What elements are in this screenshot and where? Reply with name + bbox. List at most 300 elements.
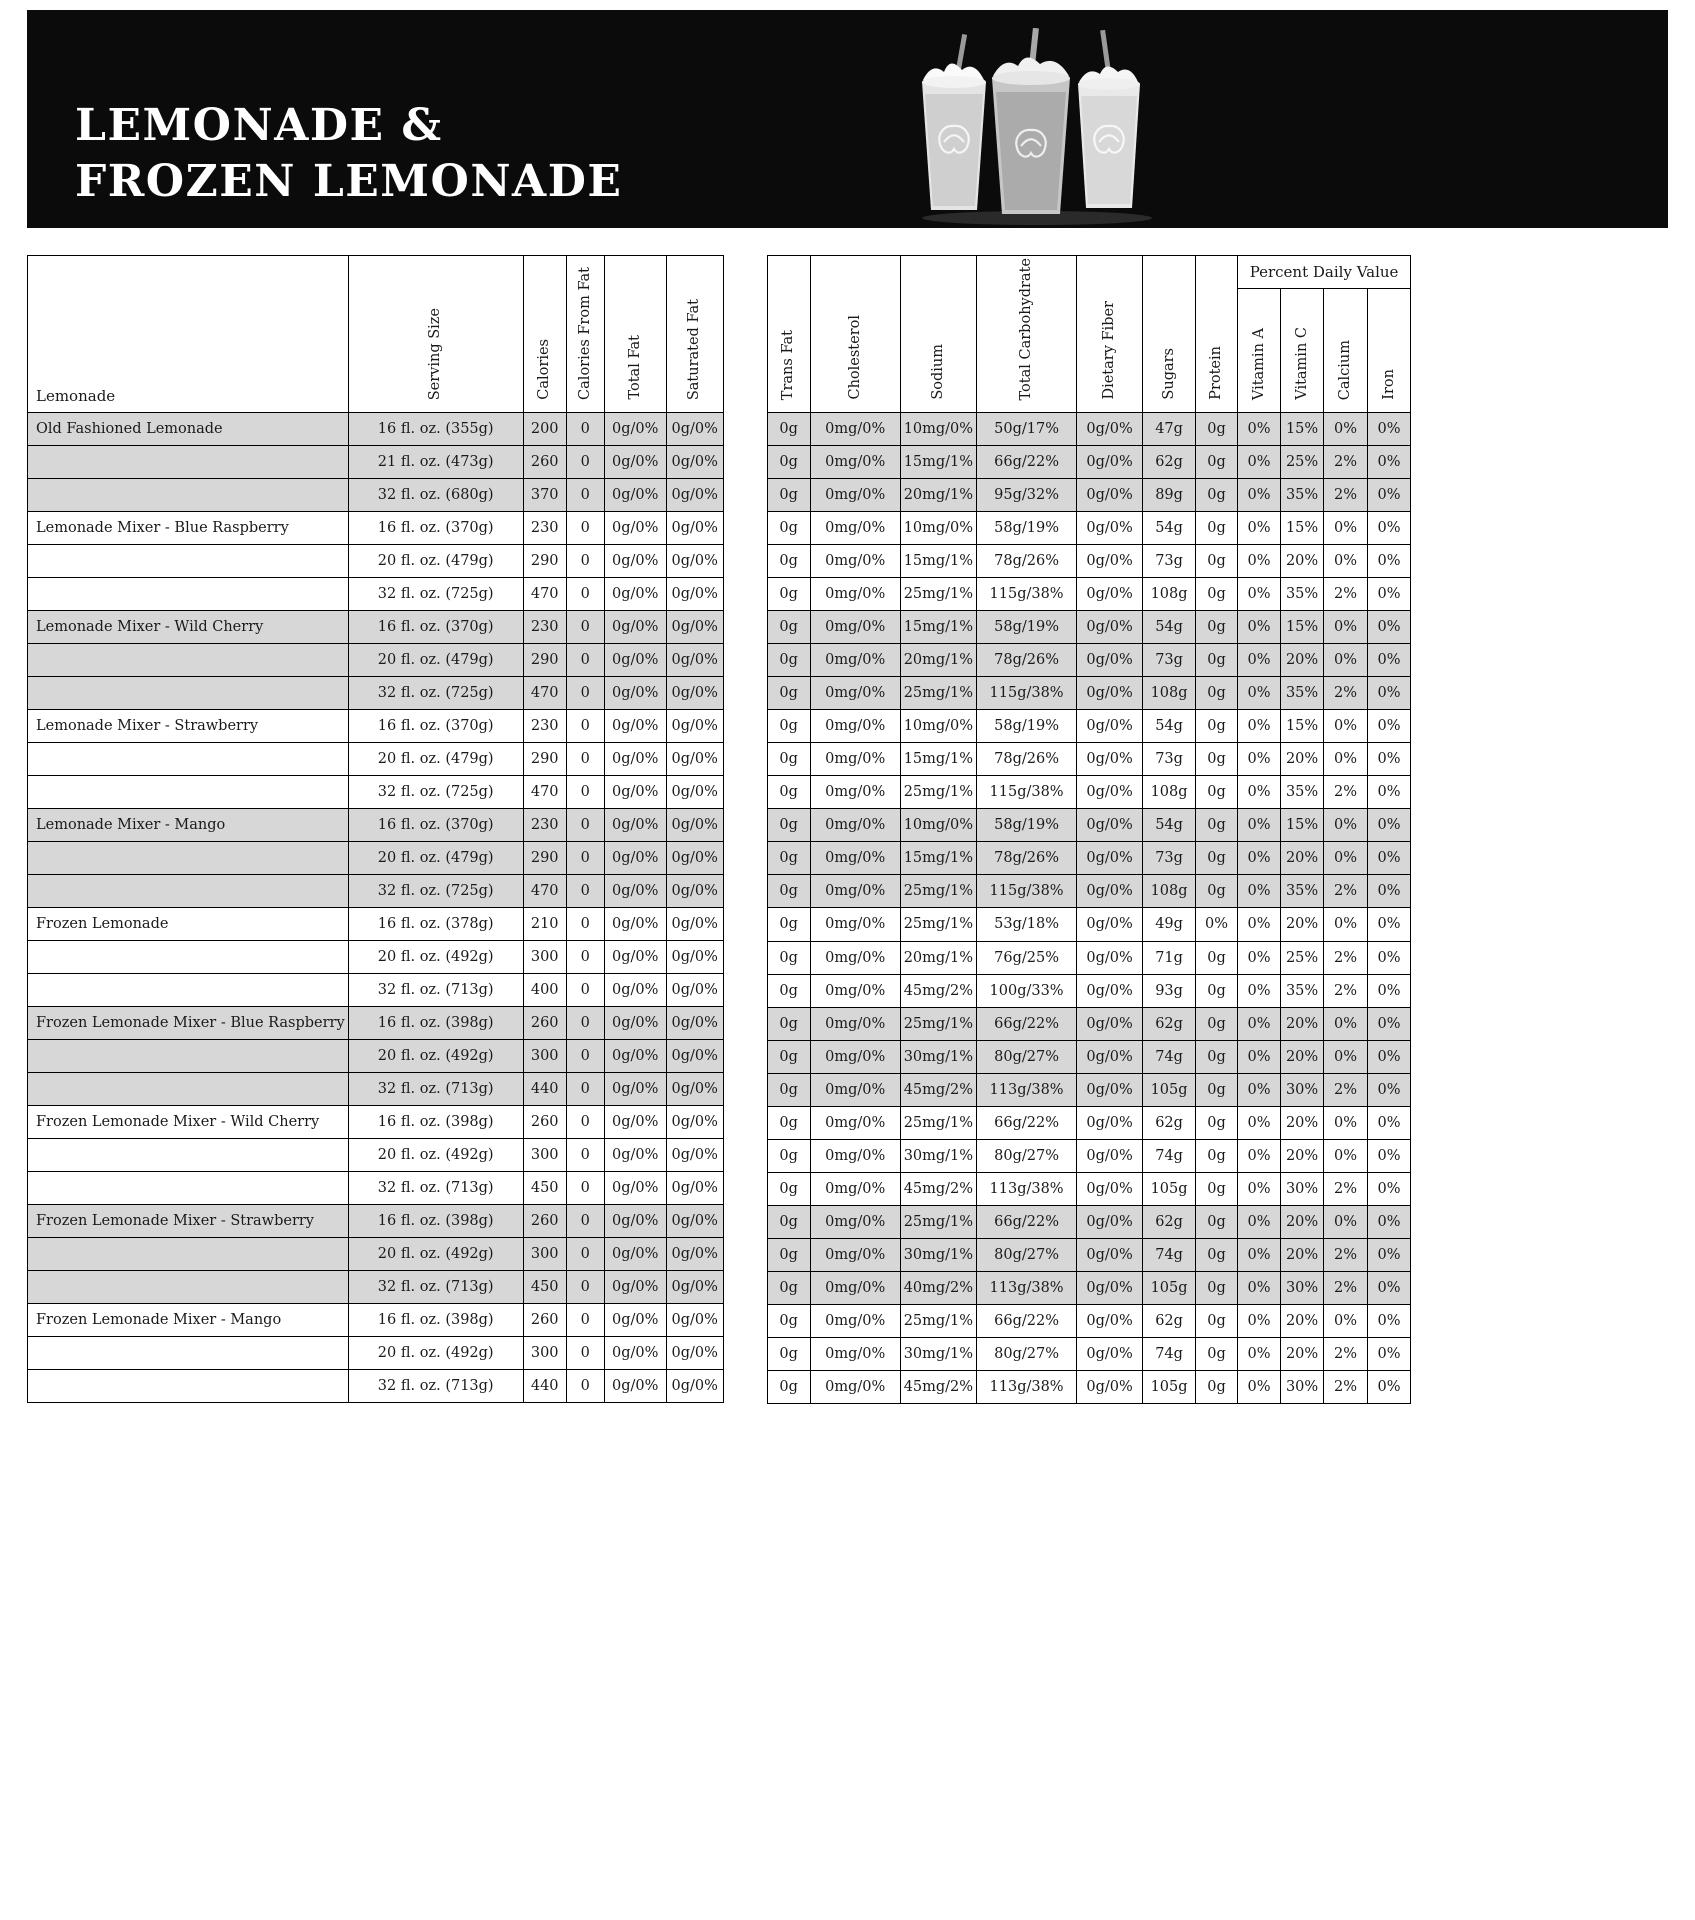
cell-calories-from-fat: 0 [566,1106,604,1139]
cell-protein: 0g [1196,974,1238,1007]
cell-serving: 16 fl. oz. (398g) [348,1106,523,1139]
cell-vitamin-c: 15% [1281,413,1324,446]
cell-vitamin-c: 30% [1281,1172,1324,1205]
cell-vitamin-c: 20% [1281,908,1324,941]
cell-total-carbohydrate: 115g/38% [977,677,1077,710]
cell-serving: 21 fl. oz. (473g) [348,446,523,479]
cell-vitamin-c: 20% [1281,1040,1324,1073]
cell-serving: 16 fl. oz. (370g) [348,809,523,842]
column-header-trans-fat: Trans Fat [767,256,810,413]
cell-trans-fat: 0g [767,1205,810,1238]
right-header-row-top [767,256,1410,289]
cell-iron: 0% [1368,1040,1411,1073]
cell-calories: 450 [523,1271,566,1304]
cell-cholesterol: 0mg/0% [810,1370,900,1403]
cell-calcium: 0% [1324,512,1368,545]
cell-protein: 0g [1196,1337,1238,1370]
table-row [767,413,1410,446]
cell-iron: 0% [1368,1337,1411,1370]
table-row [767,545,1410,578]
cell-calcium: 0% [1324,545,1368,578]
table-row [28,908,724,941]
cell-total-fat: 0g/0% [604,479,666,512]
cell-calories-from-fat: 0 [566,1271,604,1304]
cell-sodium: 30mg/1% [900,1139,976,1172]
cell-cholesterol: 0mg/0% [810,1007,900,1040]
cell-total-fat: 0g/0% [604,545,666,578]
cell-saturated-fat: 0g/0% [666,1040,723,1073]
cell-vitamin-c: 15% [1281,809,1324,842]
cell-dietary-fiber: 0g/0% [1077,644,1143,677]
cell-total-fat: 0g/0% [604,908,666,941]
cell-iron: 0% [1368,1238,1411,1271]
table-row [767,611,1410,644]
cell-total-fat: 0g/0% [604,809,666,842]
cell-iron: 0% [1368,875,1411,908]
cell-calories: 300 [523,1337,566,1370]
cell-calcium: 0% [1324,413,1368,446]
cell-calories: 290 [523,644,566,677]
table-row [28,1205,724,1238]
nutrition-tables [27,255,1411,1403]
cell-calories: 210 [523,908,566,941]
cell-total-fat: 0g/0% [604,875,666,908]
cell-iron: 0% [1368,1205,1411,1238]
table-row [28,1040,724,1073]
cell-dietary-fiber: 0g/0% [1077,809,1143,842]
cell-iron: 0% [1368,809,1411,842]
cell-iron: 0% [1368,776,1411,809]
cell-vitamin-c: 20% [1281,842,1324,875]
cell-protein: 0g [1196,413,1238,446]
cell-cholesterol: 0mg/0% [810,809,900,842]
cell-trans-fat: 0g [767,512,810,545]
cell-serving: 32 fl. oz. (713g) [348,974,523,1007]
column-header-vitamin-c: Vitamin C [1281,289,1324,413]
cell-iron: 0% [1368,512,1411,545]
cell-calcium: 0% [1324,611,1368,644]
cell-serving: 32 fl. oz. (713g) [348,1073,523,1106]
cell-item-name: Frozen Lemonade Mixer - Blue Raspberry [28,1007,349,1040]
cell-protein: 0g [1196,1238,1238,1271]
cell-vitamin-c: 25% [1281,446,1324,479]
cell-total-carbohydrate: 80g/27% [977,1238,1077,1271]
cell-saturated-fat: 0g/0% [666,1073,723,1106]
cell-total-carbohydrate: 76g/25% [977,941,1077,974]
cell-iron: 0% [1368,545,1411,578]
cell-cholesterol: 0mg/0% [810,1139,900,1172]
page-title-line1: LEMONADE & [75,100,443,151]
table-row [767,941,1410,974]
cell-calories-from-fat: 0 [566,611,604,644]
cell-sodium: 40mg/2% [900,1271,976,1304]
table-row [28,545,724,578]
table-row [767,677,1410,710]
table-row [767,1370,1410,1403]
cell-calories-from-fat: 0 [566,512,604,545]
column-header-iron: Iron [1368,289,1411,413]
cell-serving: 20 fl. oz. (492g) [348,941,523,974]
cell-calories-from-fat: 0 [566,1337,604,1370]
cup-right [1078,30,1140,208]
cell-vitamin-a: 0% [1238,1106,1281,1139]
cell-item-name [28,1271,349,1304]
cell-total-fat: 0g/0% [604,1370,666,1403]
cell-iron: 0% [1368,1172,1411,1205]
cell-saturated-fat: 0g/0% [666,1172,723,1205]
cell-total-carbohydrate: 66g/22% [977,1205,1077,1238]
cell-dietary-fiber: 0g/0% [1077,611,1143,644]
cell-protein: 0g [1196,512,1238,545]
cell-calories-from-fat: 0 [566,809,604,842]
cell-protein: 0g [1196,743,1238,776]
cell-total-carbohydrate: 58g/19% [977,512,1077,545]
cell-vitamin-c: 15% [1281,512,1324,545]
cell-dietary-fiber: 0g/0% [1077,1073,1143,1106]
cell-sodium: 15mg/1% [900,842,976,875]
cell-sodium: 15mg/1% [900,545,976,578]
table-row [767,578,1410,611]
cell-vitamin-a: 0% [1238,1007,1281,1040]
cell-item-name [28,578,349,611]
cell-vitamin-a: 0% [1238,1304,1281,1337]
cell-dietary-fiber: 0g/0% [1077,677,1143,710]
table-row [767,776,1410,809]
cell-cholesterol: 0mg/0% [810,1073,900,1106]
cell-calories-from-fat: 0 [566,545,604,578]
cell-total-carbohydrate: 100g/33% [977,974,1077,1007]
table-row [28,1337,724,1370]
cell-calcium: 2% [1324,578,1368,611]
table-row [28,1172,724,1205]
cell-sugars: 108g [1143,776,1196,809]
cell-iron: 0% [1368,578,1411,611]
cell-total-fat: 0g/0% [604,1106,666,1139]
cell-sugars: 105g [1143,1073,1196,1106]
cell-calories-from-fat: 0 [566,1139,604,1172]
cell-calories: 440 [523,1073,566,1106]
cell-calories-from-fat: 0 [566,1238,604,1271]
cell-iron: 0% [1368,1073,1411,1106]
cell-dietary-fiber: 0g/0% [1077,1370,1143,1403]
cell-serving: 20 fl. oz. (492g) [348,1040,523,1073]
table-row [28,974,724,1007]
cell-protein: 0g [1196,875,1238,908]
cell-cholesterol: 0mg/0% [810,446,900,479]
cell-dietary-fiber: 0g/0% [1077,1271,1143,1304]
cell-sodium: 25mg/1% [900,776,976,809]
cell-calories: 260 [523,1007,566,1040]
cell-trans-fat: 0g [767,974,810,1007]
cell-vitamin-a: 0% [1238,1073,1281,1106]
cell-iron: 0% [1368,446,1411,479]
cell-calories: 300 [523,941,566,974]
cell-cholesterol: 0mg/0% [810,743,900,776]
cell-serving: 16 fl. oz. (370g) [348,611,523,644]
cell-sodium: 10mg/0% [900,710,976,743]
table-row [28,1271,724,1304]
left-table-body [28,413,724,1403]
cell-vitamin-a: 0% [1238,941,1281,974]
cell-sugars: 93g [1143,974,1196,1007]
cell-serving: 16 fl. oz. (398g) [348,1205,523,1238]
cell-total-carbohydrate: 66g/22% [977,1106,1077,1139]
cell-calories: 230 [523,710,566,743]
cell-vitamin-a: 0% [1238,611,1281,644]
table-row [28,1106,724,1139]
cell-protein: 0g [1196,1370,1238,1403]
cell-total-fat: 0g/0% [604,1238,666,1271]
cell-saturated-fat: 0g/0% [666,413,723,446]
cell-protein: 0g [1196,1172,1238,1205]
column-header-saturated-fat: Saturated Fat [666,256,723,413]
cell-item-name: Lemonade Mixer - Mango [28,809,349,842]
cell-total-carbohydrate: 50g/17% [977,413,1077,446]
cell-vitamin-c: 20% [1281,1238,1324,1271]
cell-saturated-fat: 0g/0% [666,512,723,545]
cell-trans-fat: 0g [767,644,810,677]
cell-total-carbohydrate: 78g/26% [977,743,1077,776]
cell-total-fat: 0g/0% [604,743,666,776]
table-row [28,677,724,710]
cell-calcium: 0% [1324,842,1368,875]
cell-calcium: 2% [1324,974,1368,1007]
cell-calcium: 0% [1324,1139,1368,1172]
cell-item-name: Old Fashioned Lemonade [28,413,349,446]
cell-sugars: 49g [1143,908,1196,941]
cell-sodium: 20mg/1% [900,941,976,974]
cell-saturated-fat: 0g/0% [666,1139,723,1172]
cell-total-carbohydrate: 66g/22% [977,1007,1077,1040]
cell-calories-from-fat: 0 [566,446,604,479]
cell-iron: 0% [1368,1370,1411,1403]
cell-total-fat: 0g/0% [604,611,666,644]
cell-total-carbohydrate: 113g/38% [977,1271,1077,1304]
cell-item-name: Frozen Lemonade Mixer - Wild Cherry [28,1106,349,1139]
cell-vitamin-a: 0% [1238,1205,1281,1238]
cell-cholesterol: 0mg/0% [810,413,900,446]
cell-sugars: 74g [1143,1238,1196,1271]
cell-calories: 440 [523,1370,566,1403]
cell-iron: 0% [1368,974,1411,1007]
cell-sugars: 73g [1143,743,1196,776]
table-row [28,809,724,842]
cell-total-fat: 0g/0% [604,1271,666,1304]
cell-dietary-fiber: 0g/0% [1077,1238,1143,1271]
cell-serving: 32 fl. oz. (725g) [348,578,523,611]
column-header-calories: Calories [523,256,566,413]
cell-calcium: 2% [1324,677,1368,710]
cell-calories: 200 [523,413,566,446]
cell-calories-from-fat: 0 [566,1370,604,1403]
cell-vitamin-c: 35% [1281,776,1324,809]
cell-saturated-fat: 0g/0% [666,677,723,710]
table-row [767,1040,1410,1073]
cell-total-carbohydrate: 115g/38% [977,578,1077,611]
cell-trans-fat: 0g [767,710,810,743]
cell-iron: 0% [1368,677,1411,710]
column-header-protein: Protein [1196,256,1238,413]
lemonade-cups-image [892,28,1172,228]
column-header-calories-from-fat: Calories From Fat [566,256,604,413]
table-row [28,479,724,512]
cell-calcium: 2% [1324,1073,1368,1106]
cell-calories: 300 [523,1238,566,1271]
cell-serving: 20 fl. oz. (479g) [348,644,523,677]
cell-protein: 0g [1196,644,1238,677]
cell-calories-from-fat: 0 [566,941,604,974]
cell-trans-fat: 0g [767,1271,810,1304]
column-header-dietary-fiber: Dietary Fiber [1077,256,1143,413]
table-row [28,611,724,644]
cell-item-name: Lemonade Mixer - Wild Cherry [28,611,349,644]
cell-item-name [28,479,349,512]
cell-calories-from-fat: 0 [566,743,604,776]
cell-item-name [28,1073,349,1106]
column-header-serving-size: Serving Size [348,256,523,413]
cell-total-carbohydrate: 58g/19% [977,710,1077,743]
cell-calcium: 2% [1324,941,1368,974]
table-row [28,446,724,479]
cell-protein: 0g [1196,1304,1238,1337]
table-row [28,1370,724,1403]
cell-trans-fat: 0g [767,908,810,941]
cell-cholesterol: 0mg/0% [810,1271,900,1304]
cell-cholesterol: 0mg/0% [810,578,900,611]
table-row [767,1073,1410,1106]
cell-item-name [28,644,349,677]
cell-sugars: 108g [1143,677,1196,710]
table-row [767,1271,1410,1304]
column-header-lemonade: Lemonade [28,256,349,413]
table-row [767,1139,1410,1172]
cell-calories: 230 [523,512,566,545]
cell-trans-fat: 0g [767,1106,810,1139]
cell-vitamin-c: 35% [1281,974,1324,1007]
cell-saturated-fat: 0g/0% [666,842,723,875]
cell-saturated-fat: 0g/0% [666,974,723,1007]
cell-serving: 32 fl. oz. (725g) [348,677,523,710]
column-header-sodium: Sodium [900,256,976,413]
cell-total-fat: 0g/0% [604,842,666,875]
cell-sodium: 30mg/1% [900,1238,976,1271]
table-row [767,446,1410,479]
cell-trans-fat: 0g [767,1139,810,1172]
cell-trans-fat: 0g [767,1238,810,1271]
cell-cholesterol: 0mg/0% [810,1304,900,1337]
cell-item-name: Frozen Lemonade Mixer - Strawberry [28,1205,349,1238]
cell-saturated-fat: 0g/0% [666,545,723,578]
cell-item-name: Frozen Lemonade Mixer - Mango [28,1304,349,1337]
cell-serving: 16 fl. oz. (398g) [348,1304,523,1337]
cell-serving: 32 fl. oz. (680g) [348,479,523,512]
cell-calories: 300 [523,1040,566,1073]
table-row [767,1172,1410,1205]
cell-calories: 230 [523,611,566,644]
table-row [28,776,724,809]
cell-sugars: 105g [1143,1172,1196,1205]
cell-dietary-fiber: 0g/0% [1077,1172,1143,1205]
cell-calories-from-fat: 0 [566,908,604,941]
cell-calcium: 2% [1324,1238,1368,1271]
cell-sugars: 108g [1143,875,1196,908]
cell-sodium: 20mg/1% [900,479,976,512]
cell-sodium: 10mg/0% [900,413,976,446]
cell-vitamin-a: 0% [1238,809,1281,842]
cell-sugars: 54g [1143,611,1196,644]
cell-iron: 0% [1368,1304,1411,1337]
cell-saturated-fat: 0g/0% [666,776,723,809]
cell-serving: 20 fl. oz. (479g) [348,743,523,776]
table-row [767,842,1410,875]
cell-calcium: 0% [1324,1106,1368,1139]
cell-cholesterol: 0mg/0% [810,479,900,512]
cell-calories-from-fat: 0 [566,1304,604,1337]
cell-calories: 470 [523,578,566,611]
cell-sodium: 25mg/1% [900,677,976,710]
cell-serving: 20 fl. oz. (479g) [348,842,523,875]
cell-dietary-fiber: 0g/0% [1077,1205,1143,1238]
cell-saturated-fat: 0g/0% [666,1238,723,1271]
header-banner [27,10,1668,228]
cell-serving: 32 fl. oz. (713g) [348,1172,523,1205]
cell-vitamin-c: 20% [1281,1007,1324,1040]
cell-sodium: 30mg/1% [900,1040,976,1073]
cell-calcium: 2% [1324,1370,1368,1403]
cell-calories-from-fat: 0 [566,413,604,446]
cell-total-fat: 0g/0% [604,776,666,809]
cup-middle [992,28,1070,214]
cell-sodium: 20mg/1% [900,644,976,677]
cell-total-fat: 0g/0% [604,578,666,611]
cell-iron: 0% [1368,1271,1411,1304]
cell-cholesterol: 0mg/0% [810,644,900,677]
cell-vitamin-a: 0% [1238,644,1281,677]
cell-sodium: 10mg/0% [900,512,976,545]
cell-protein: 0g [1196,1205,1238,1238]
cell-saturated-fat: 0g/0% [666,1007,723,1040]
cell-dietary-fiber: 0g/0% [1077,1139,1143,1172]
cell-sugars: 73g [1143,842,1196,875]
cell-trans-fat: 0g [767,776,810,809]
cell-serving: 16 fl. oz. (370g) [348,710,523,743]
cell-vitamin-a: 0% [1238,545,1281,578]
cell-calories: 370 [523,479,566,512]
cell-cholesterol: 0mg/0% [810,974,900,1007]
cell-sugars: 62g [1143,1205,1196,1238]
cell-cholesterol: 0mg/0% [810,1172,900,1205]
cell-calories-from-fat: 0 [566,578,604,611]
cell-serving: 20 fl. oz. (492g) [348,1139,523,1172]
cell-total-fat: 0g/0% [604,1139,666,1172]
cell-calories: 290 [523,545,566,578]
cell-vitamin-a: 0% [1238,1139,1281,1172]
cell-calories-from-fat: 0 [566,842,604,875]
cell-sugars: 74g [1143,1040,1196,1073]
cell-vitamin-c: 20% [1281,1304,1324,1337]
cell-protein: 0g [1196,1073,1238,1106]
cell-item-name [28,743,349,776]
cell-calcium: 0% [1324,809,1368,842]
cell-saturated-fat: 0g/0% [666,1205,723,1238]
cell-total-fat: 0g/0% [604,413,666,446]
cell-item-name [28,1139,349,1172]
table-row [28,1304,724,1337]
cell-total-fat: 0g/0% [604,1040,666,1073]
cell-cholesterol: 0mg/0% [810,776,900,809]
cell-sugars: 74g [1143,1337,1196,1370]
cell-vitamin-a: 0% [1238,479,1281,512]
